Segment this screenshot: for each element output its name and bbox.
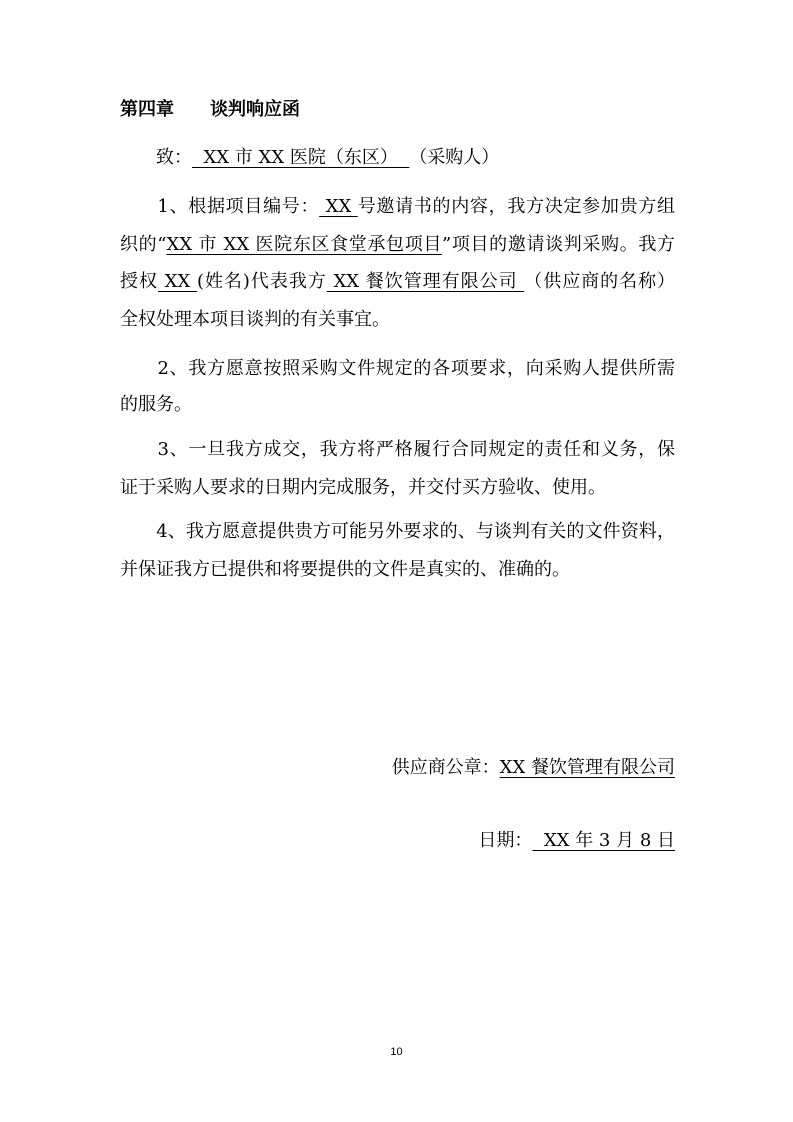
text-segment: （采购人）	[409, 147, 500, 168]
filled-blank: XX 餐饮管理有限公司	[326, 271, 525, 292]
text-segment: 的服务。	[120, 394, 192, 415]
date-line	[120, 805, 675, 853]
line-p2-l2	[120, 393, 675, 417]
filled-blank: XX	[157, 271, 197, 292]
text-segment: 4、我方愿意提供贵方可能另外要求的、与谈判有关的文件资料，	[120, 521, 675, 542]
line-p3-l1	[120, 438, 675, 462]
chapter-heading	[120, 98, 675, 122]
text-segment: （供应商的名称）	[524, 271, 676, 292]
seal-value: XX 餐饮管理有限公司	[499, 757, 675, 778]
line-p4-l2	[120, 558, 675, 582]
line-addressee	[120, 146, 675, 170]
line-p3-l2	[120, 476, 675, 500]
line-p1-l3	[120, 270, 675, 294]
text-segment: 授权	[120, 271, 158, 292]
seal-label: 供应商公章：	[391, 757, 500, 778]
chapter-title: 谈判响应函	[210, 99, 300, 120]
text-segment: 号邀请书的内容，我方决定参加贵方组	[357, 196, 675, 217]
date-value: XX 年 3 月 8 日	[532, 830, 675, 851]
date-label: 日期：	[478, 830, 533, 851]
text-segment: 证于采购人要求的日期内完成服务，并交付买方验收、使用。	[120, 477, 606, 498]
text-segment: 全权处理本项目谈判的有关事宜。	[120, 309, 390, 330]
filled-blank: XX 市 XX 医院东区食堂承包项目	[166, 234, 443, 255]
chapter-number: 第四章	[120, 99, 174, 120]
page-number: 10	[390, 1046, 403, 1058]
text-segment: 2、我方愿意按照采购文件规定的各项要求，向采购人提供所需	[120, 358, 675, 379]
filled-blank: XX 市 XX 医院（东区）	[192, 147, 410, 168]
line-p2-l1	[120, 357, 675, 381]
line-p1-l1	[120, 195, 675, 219]
text-segment: 并保证我方已提供和将要提供的文件是真实的、准确的。	[120, 559, 570, 580]
text-segment: 3、一旦我方成交，我方将严格履行合同规定的责任和义务，保	[120, 439, 675, 460]
text-segment: 织的“	[120, 234, 167, 255]
text-segment: ”项目的邀请谈判采购。我方	[442, 234, 676, 255]
line-p1-l4	[120, 308, 675, 332]
text-segment: 1、根据项目编号：	[120, 196, 320, 217]
line-p4-l1	[120, 520, 675, 544]
filled-blank: XX	[319, 196, 358, 217]
text-segment: 致：	[120, 147, 192, 168]
text-segment: (姓名)代表我方	[196, 271, 327, 292]
line-p1-l2	[120, 233, 675, 257]
supplier-seal-line	[120, 756, 675, 780]
